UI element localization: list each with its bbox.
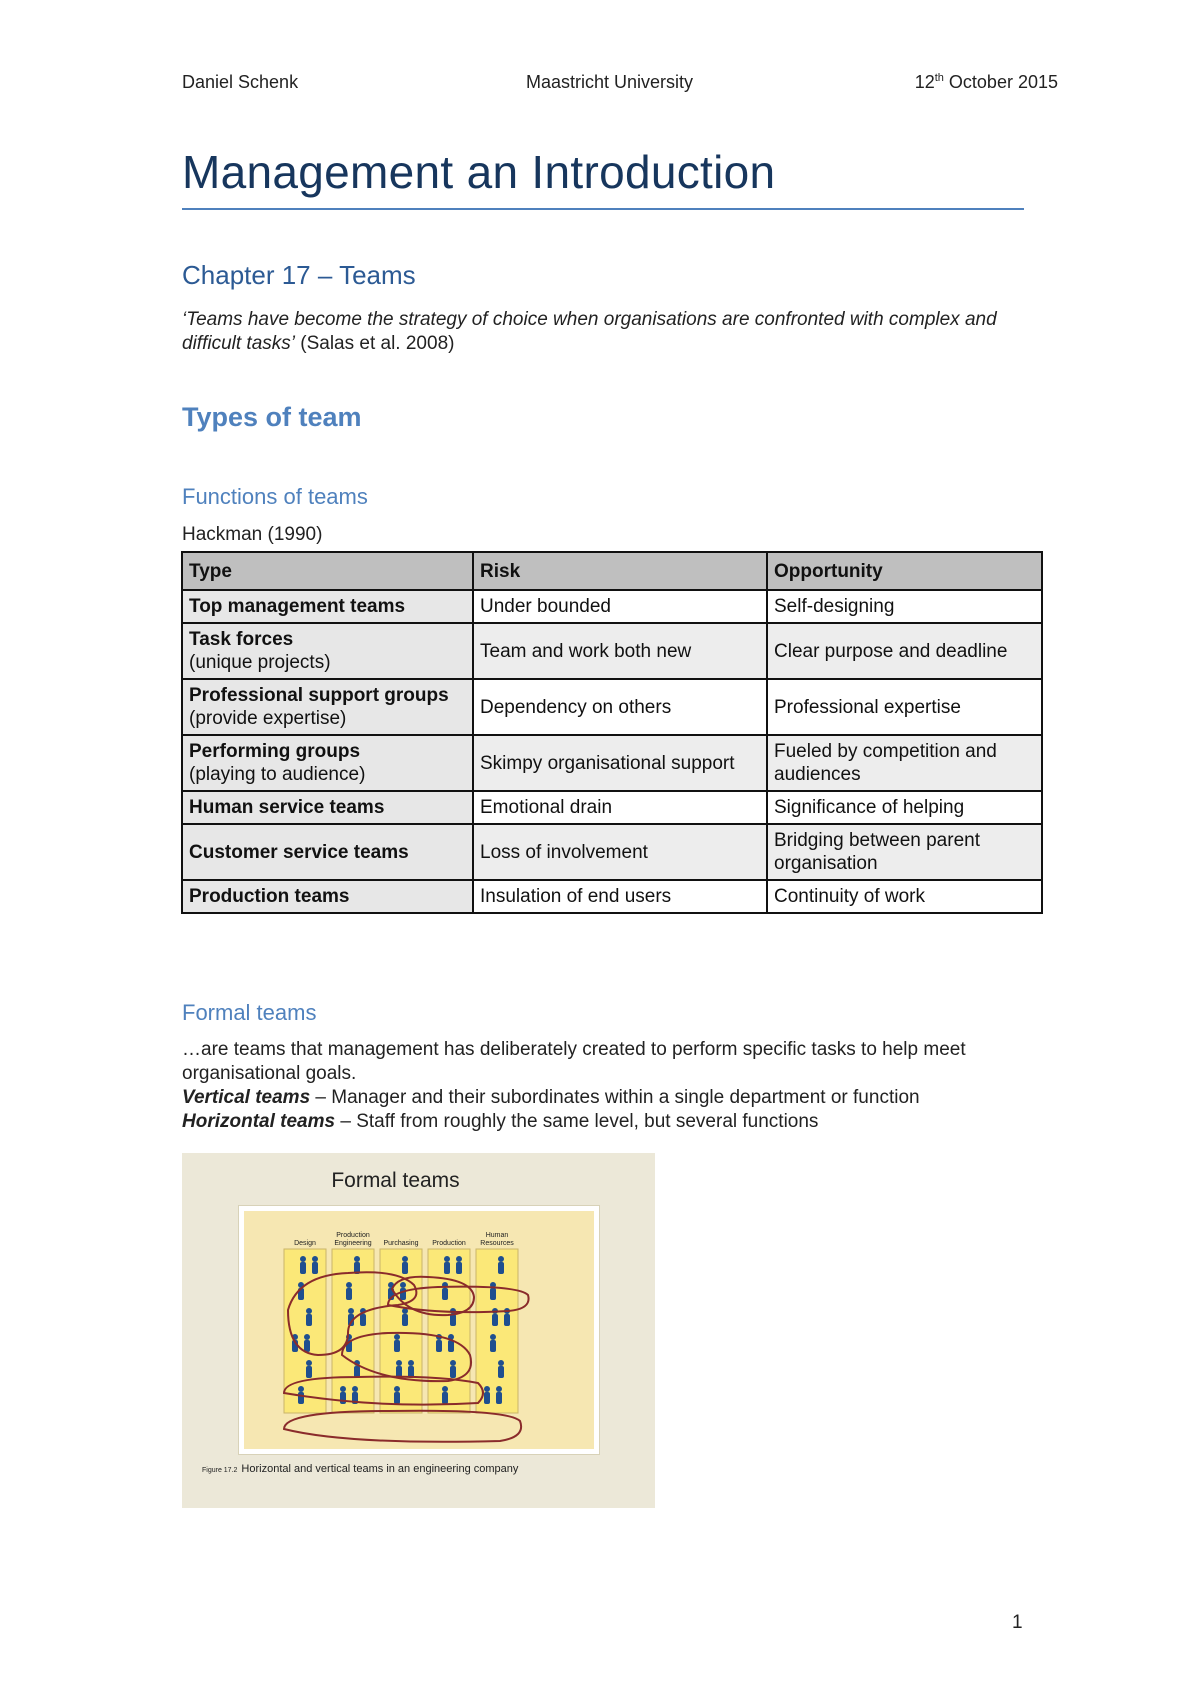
figure-caption: Figure 17.2 Horizontal and vertical teams in an engineering company: [202, 1463, 519, 1475]
person-icon: [304, 1334, 310, 1352]
chapter-heading: Chapter 17 – Teams: [182, 260, 416, 290]
page-number: 1: [1012, 1612, 1023, 1633]
person-icon: [448, 1334, 454, 1352]
cell-risk: Skimpy organisational support: [473, 735, 767, 791]
table-header-row: [182, 552, 1042, 590]
person-icon: [394, 1386, 400, 1404]
header-type: Type: [182, 552, 473, 590]
cell-opportunity: Bridging between parent organisation: [767, 824, 1042, 880]
section-types-of-team: Types of team: [182, 402, 362, 432]
cell-risk: Team and work both new: [473, 623, 767, 679]
cell-type-note: (unique projects): [189, 652, 331, 673]
person-icon: [484, 1386, 490, 1404]
person-icon: [346, 1282, 352, 1300]
table-row: [182, 824, 1042, 880]
person-icon: [394, 1334, 400, 1352]
header-author: Daniel Schenk: [182, 72, 299, 92]
table-row: [182, 735, 1042, 791]
person-icon: [396, 1360, 402, 1378]
person-icon: [312, 1256, 318, 1274]
formal-intro: …are teams that management has deliberately created to perform specific tasks to help meet organisational goals.: [182, 1039, 966, 1084]
person-icon: [402, 1308, 408, 1326]
person-icon: [450, 1360, 456, 1378]
person-icon: [402, 1256, 408, 1274]
document-title: Management an Introduction: [182, 146, 776, 198]
horizontal-teams-line: Horizontal teams – Staff from roughly the same level, but several functions: [182, 1111, 819, 1132]
cell-type: Human service teams: [182, 791, 473, 824]
opening-quote: [182, 308, 1042, 356]
header-opportunity: Opportunity: [767, 552, 1042, 590]
person-icon: [456, 1256, 462, 1274]
cell-opportunity: Fueled by competition and audiences: [767, 735, 1042, 791]
quote-citation: (Salas et al. 2008): [294, 333, 455, 354]
person-icon: [306, 1308, 312, 1326]
figure-title: Formal teams: [331, 1169, 460, 1192]
department-label: Engineering: [334, 1240, 372, 1247]
person-icon: [490, 1282, 496, 1300]
table-row: [182, 590, 1042, 623]
cell-type: Task forces (unique projects): [182, 623, 473, 679]
cell-opportunity: Significance of helping: [767, 791, 1042, 824]
subsection-functions-of-teams: Functions of teams: [182, 484, 368, 509]
person-icon: [444, 1256, 450, 1274]
person-icon: [442, 1282, 448, 1300]
table-row: [182, 623, 1042, 679]
formal-teams-text: [182, 1038, 1042, 1134]
cell-risk: Under bounded: [473, 590, 767, 623]
department-label: Production: [432, 1240, 466, 1247]
cell-type: Performing groups (playing to audience): [182, 735, 473, 791]
page-header: [182, 72, 1058, 98]
department-label: Production: [336, 1232, 370, 1239]
header-risk: Risk: [473, 552, 767, 590]
person-icon: [354, 1256, 360, 1274]
header-date: 12th October 2015: [914, 72, 1058, 92]
person-icon: [498, 1256, 504, 1274]
title-underline: [182, 208, 1024, 210]
cell-opportunity: Self-designing: [767, 590, 1042, 623]
person-icon: [498, 1360, 504, 1378]
department-label: Design: [294, 1240, 316, 1247]
teams-diagram: [238, 1205, 600, 1455]
department-label: Resources: [480, 1240, 514, 1247]
cell-type-note: (provide expertise): [189, 708, 347, 729]
cell-risk: Emotional drain: [473, 791, 767, 824]
formal-teams-figure: [182, 1153, 655, 1508]
department-label: Purchasing: [383, 1240, 419, 1247]
cell-risk: Insulation of end users: [473, 880, 767, 913]
cell-opportunity: Clear purpose and deadline: [767, 623, 1042, 679]
cell-type-note: (playing to audience): [189, 764, 366, 785]
cell-type: Customer service teams: [182, 824, 473, 880]
person-icon: [300, 1256, 306, 1274]
vertical-teams-line: Vertical teams – Manager and their subordinates within a single department or function: [182, 1087, 920, 1108]
person-icon: [490, 1334, 496, 1352]
team-functions-table: [181, 551, 1043, 914]
person-icon: [408, 1360, 414, 1378]
citation-hackman: Hackman (1990): [182, 524, 323, 545]
cell-opportunity: Continuity of work: [767, 880, 1042, 913]
table-row: [182, 791, 1042, 824]
subsection-formal-teams: Formal teams: [182, 1000, 317, 1025]
cell-opportunity: Professional expertise: [767, 679, 1042, 735]
cell-type: Top management teams: [182, 590, 473, 623]
person-icon: [450, 1308, 456, 1326]
department-label: Human: [485, 1232, 509, 1239]
table-row: [182, 880, 1042, 913]
cell-type: Production teams: [182, 880, 473, 913]
table-row: [182, 679, 1042, 735]
cell-risk: Loss of involvement: [473, 824, 767, 880]
cell-risk: Dependency on others: [473, 679, 767, 735]
header-institution: Maastricht University: [526, 72, 694, 92]
cell-type: Professional support groups (provide expertise): [182, 679, 473, 735]
person-icon: [496, 1386, 502, 1404]
person-icon: [306, 1360, 312, 1378]
quote-text: ‘Teams have become the strategy of choice when organisations are confronted with complex and difficult tasks’: [182, 309, 997, 354]
person-icon: [442, 1386, 448, 1404]
